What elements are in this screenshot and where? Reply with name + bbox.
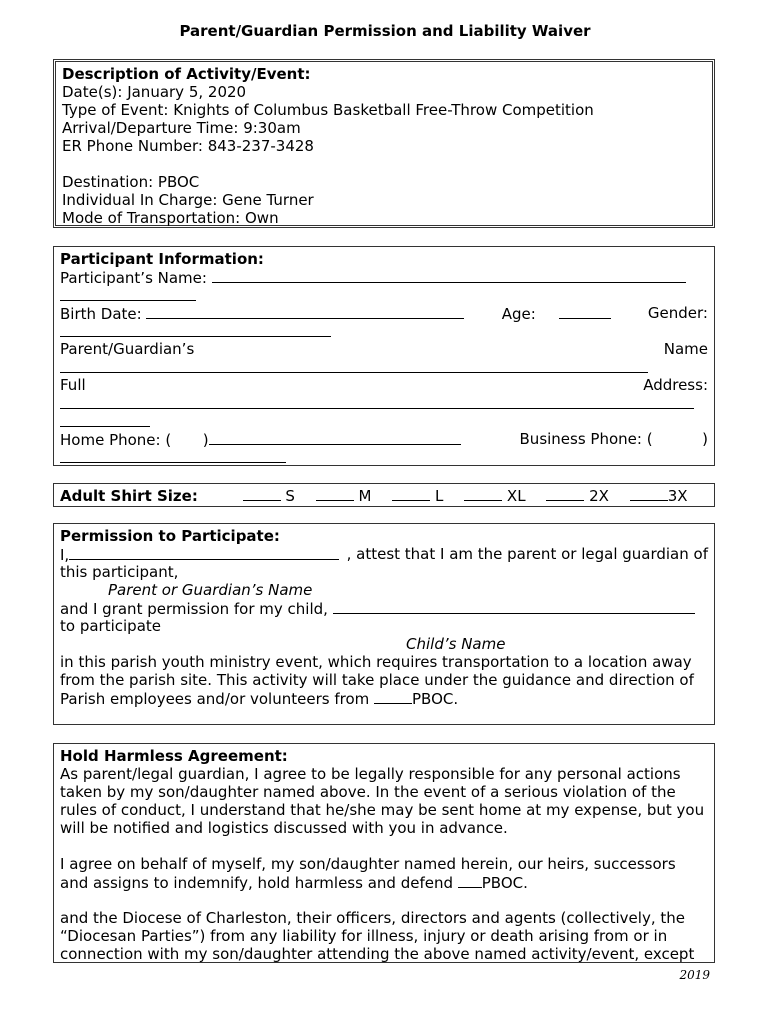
permission-body-1: in this parish youth ministry event, which requires transportation to a location away — [60, 653, 692, 671]
event-type: Type of Event: Knights of Columbus Basketball Free-Throw Competition — [62, 101, 594, 119]
full-label: Full — [60, 376, 86, 394]
permission-section — [53, 523, 715, 725]
parish-blank[interactable] — [374, 689, 412, 704]
activity-description-section — [53, 59, 715, 228]
parent-guardian-label: Parent/Guardian’s — [60, 340, 195, 358]
home-phone-close: ) — [202, 431, 209, 449]
permission-body-2: from the parish site. This activity will take place under the guidance and direction of — [60, 671, 694, 689]
grant-text: and I grant permission for my child, — [60, 600, 328, 618]
hold-harmless-p3-line: connection with my son/daughter attending the above named activity/event, except — [60, 945, 695, 963]
address-row — [60, 376, 708, 394]
shirt-size-label: Adult Shirt Size: — [60, 487, 198, 505]
activity-heading: Description of Activity/Event: — [62, 65, 311, 83]
parent-name-field[interactable] — [60, 358, 648, 373]
parish-indemnify-blank[interactable] — [458, 873, 482, 888]
business-phone-field[interactable] — [60, 448, 286, 463]
hold-harmless-p3-line: “Diocesan Parties”) from any liability for illness, injury or death arising from or in — [60, 927, 668, 945]
attest-row — [60, 545, 708, 563]
transportation-mode: Mode of Transportation: Own — [62, 209, 279, 227]
shirt-size-2x: 2X — [589, 487, 609, 505]
footer-year: 2019 — [679, 968, 710, 982]
hold-harmless-p1-line: taken by my son/daughter named above. In the event of a serious violation of the — [60, 783, 676, 801]
birth-age-gender-row — [60, 304, 708, 322]
to-participate: to participate — [60, 617, 161, 635]
shirt-size-l: L — [435, 487, 444, 505]
participant-name-label: Participant’s Name: — [60, 269, 207, 287]
event-dates: Date(s): January 5, 2020 — [62, 83, 247, 101]
business-phone-label: Business Phone: ( — [519, 430, 653, 448]
gender-field[interactable] — [60, 322, 331, 337]
hold-harmless-p2-line: I agree on behalf of myself, my son/daughter named herein, our heirs, successors — [60, 855, 676, 873]
participant-name-field[interactable] — [212, 268, 686, 283]
individual-in-charge: Individual In Charge: Gene Turner — [62, 191, 314, 209]
hold-harmless-p1-line: will be notified and logistics discussed with you in advance. — [60, 819, 508, 837]
grant-row — [60, 599, 708, 617]
hold-harmless-p1-line: As parent/legal guardian, I agree to be legally responsible for any personal actions — [60, 765, 681, 783]
participant-heading: Participant Information: — [60, 250, 264, 268]
attest-i: I, — [60, 546, 70, 564]
shirt-size-3x-blank[interactable] — [630, 486, 668, 501]
destination: Destination: PBOC — [62, 173, 200, 191]
shirt-size-2x-blank[interactable] — [546, 486, 584, 501]
participant-name-field-cont[interactable] — [60, 286, 196, 301]
age-label: Age: — [501, 305, 536, 323]
parent-name-caption: Parent or Guardian’s Name — [108, 581, 313, 599]
hold-harmless-p2-line: and assigns to indemnify, hold harmless and defend PBOC. — [60, 874, 528, 892]
age-field[interactable] — [559, 304, 611, 319]
gender-label: Gender: — [647, 304, 708, 322]
business-phone-close: ) — [702, 430, 708, 448]
shirt-size-xl: XL — [506, 487, 526, 505]
shirt-size-m-blank[interactable] — [316, 486, 354, 501]
shirt-size-m: M — [358, 487, 372, 505]
shirt-size-section — [53, 483, 715, 507]
address-field[interactable] — [60, 394, 694, 409]
hold-harmless-p3-line: and the Diocese of Charleston, their officers, directors and agents (collectively, the — [60, 909, 685, 927]
phone-row — [60, 430, 708, 448]
attest-text: , attest that I am the parent or legal guardian of — [346, 545, 708, 563]
child-name-caption: Child’s Name — [406, 635, 506, 653]
participant-name-row — [60, 268, 708, 286]
event-time: Arrival/Departure Time: 9:30am — [62, 119, 301, 137]
child-name-field[interactable] — [333, 599, 695, 614]
hold-harmless-p1-line: rules of conduct, I understand that he/she may be sent home at my expense, but you — [60, 801, 705, 819]
shirt-size-l-blank[interactable] — [392, 486, 430, 501]
hold-harmless-heading: Hold Harmless Agreement: — [60, 747, 288, 765]
address-label: Address: — [643, 376, 708, 394]
permission-heading: Permission to Participate: — [60, 527, 280, 545]
hold-harmless-section — [53, 743, 715, 963]
shirt-size-xl-blank[interactable] — [464, 486, 502, 501]
shirt-size-s: S — [285, 487, 295, 505]
parent-signature-field[interactable] — [69, 545, 339, 560]
home-phone-label: Home Phone: ( — [60, 431, 172, 449]
shirt-size-3x: 3X — [667, 487, 688, 505]
home-phone-field[interactable] — [209, 430, 461, 445]
this-participant: this participant, — [60, 563, 179, 581]
birth-date-label: Birth Date: — [60, 305, 142, 323]
permission-body-3: Parish employees and/or volunteers from PBOC. — [60, 690, 459, 708]
parent-name-word: Name — [663, 340, 708, 358]
birth-date-field[interactable] — [146, 304, 464, 319]
parent-name-row — [60, 340, 708, 358]
address-field-cont[interactable] — [60, 412, 150, 427]
shirt-size-s-blank[interactable] — [243, 486, 281, 501]
document-title: Parent/Guardian Permission and Liability Waiver — [179, 22, 591, 40]
er-phone: ER Phone Number: 843-237-3428 — [62, 137, 314, 155]
participant-information-section — [53, 246, 715, 466]
